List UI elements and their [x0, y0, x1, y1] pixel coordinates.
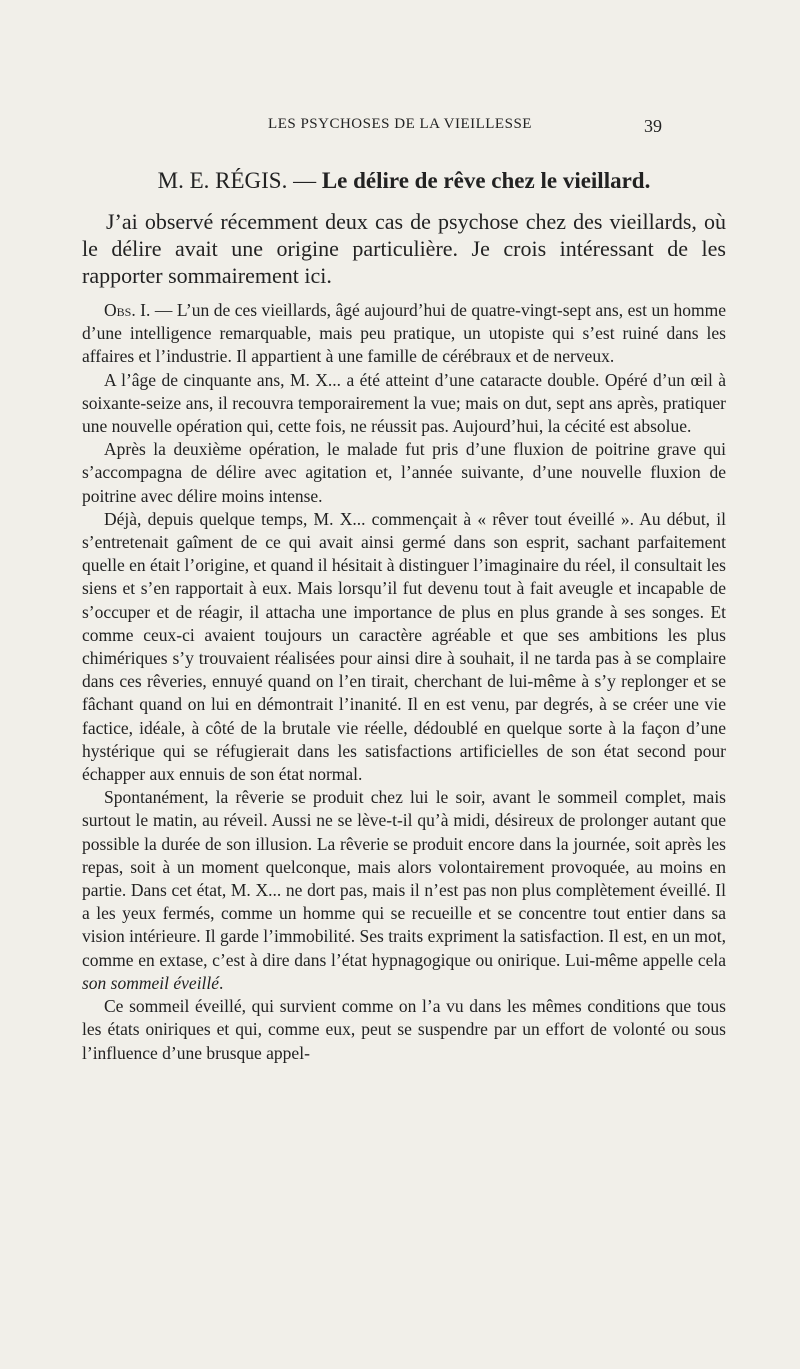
period: .	[219, 972, 224, 993]
paragraph-text: Spontanément, la rêverie se produit chez lui le soir, avant le sommeil complet, mais surtout le matin, au réveil. Aussi ne se lève-t-il qu’à midi, désireux de prolonger autant que possible la durée de son illusion. La rêverie se produit encore dans la journée, soit après les repas, soit à un moment quelconque, mais alors volontairement provoquée, au moins en partie. Dans cet état, M. X... ne dort pas, mais il n’est pas non plus complètement éveillé. Il a les yeux fermés, comme un homme qui se recueille et se concentre tout entier dans sa vision intérieure. Il garde l’immobilité. Ses traits expriment la satisfaction. Il est, en un mot, comme en extase, c’est à dire dans l’état hypnagogique ou onirique. Lui-même appelle cela	[82, 787, 726, 970]
author-name: M. E. RÉGIS.	[157, 168, 288, 193]
title-dash: —	[287, 168, 322, 193]
intro-paragraph: J’ai observé récemment deux cas de psychose chez des vieillards, où le délire avait une origine particulière. Je crois intéressant de les rapporter sommairement ici.	[82, 209, 726, 288]
observation-label: Obs. I.	[104, 300, 151, 320]
article-title	[82, 168, 726, 194]
article-heading: Le délire de rêve chez le vieillard.	[321, 168, 651, 193]
paragraph: Après la deuxième opération, le malade fut pris d’une fluxion de poitrine grave qui s’accompagna de délire avec agitation et, l’année suivante, d’une nouvelle fluxion de poitrine avec délire moins intense.	[82, 439, 726, 506]
page-content	[82, 168, 726, 1065]
paragraph-obs-1	[82, 299, 726, 369]
paragraph	[82, 786, 726, 995]
italic-phrase: son sommeil éveillé	[82, 972, 220, 993]
paragraph-text: — L’un de ces vieillards, âgé aujourd’hui de quatre-vingt-sept ans, est un homme d’une intelligence remarquable, mais peu pratique, un utopiste qui s’est ruiné dans les affaires et l’industrie. Il appartient à une famille de cérébraux et de nerveux.	[82, 300, 726, 367]
paragraph: A l’âge de cinquante ans, M. X... a été atteint d’une cataracte double. Opéré d’un œil à soixante-seize ans, il recouvra temporairement la vue; mais on dut, sept ans après, pratiquer une nouvelle opération qui, cette fois, ne réussit pas. Aujourd’hui, la cécité est absolue.	[82, 369, 726, 437]
article-body	[82, 299, 726, 1065]
paragraph: Déjà, depuis quelque temps, M. X... commençait à « rêver tout éveillé ». Au début, il s’entretenait gaîment de ce qui avait ainsi germé dans son esprit, sachant parfaitement quelle en était l’origine, et quand il hésitait à distinguer l’imaginaire du réel, il consultait les siens et s’en rapportait à eux. Mais lorsqu’il fut devenu tout à fait aveugle et incapable de s’occuper et de réagir, il attacha une importance de plus en plus grande à ses songes. Et comme ceux-ci avaient toujours un caractère agréable et que ses ambitions les plus chimériques s’y trouvaient réalisées pour ainsi dire à souhait, il ne tarda pas à se complaire dans ces rêveries, ennuyé quand on l’en tirait, cherchant de lui-même à s’y replonger et se fâchant quand on lui en démontrait l’inanité. Il en est venu, par degrés, à se créer une vie factice, idéale, à côté de la brutale vie réelle, dédoublé en quelque sorte à la façon d’une hystérique qui se réfugierait dans les satisfactions artificielles de son état second pour échapper aux ennuis de son état normal.	[82, 508, 726, 785]
page-number: 39	[644, 116, 662, 136]
running-header: LES PSYCHOSES DE LA VIEILLESSE	[268, 116, 532, 132]
paragraph: Ce sommeil éveillé, qui survient comme on l’a vu dans les mêmes conditions que tous les états oniriques et qui, comme eux, peut se suspendre par un effort de volonté ou sous l’influence d’une brusque appel-	[82, 996, 726, 1063]
